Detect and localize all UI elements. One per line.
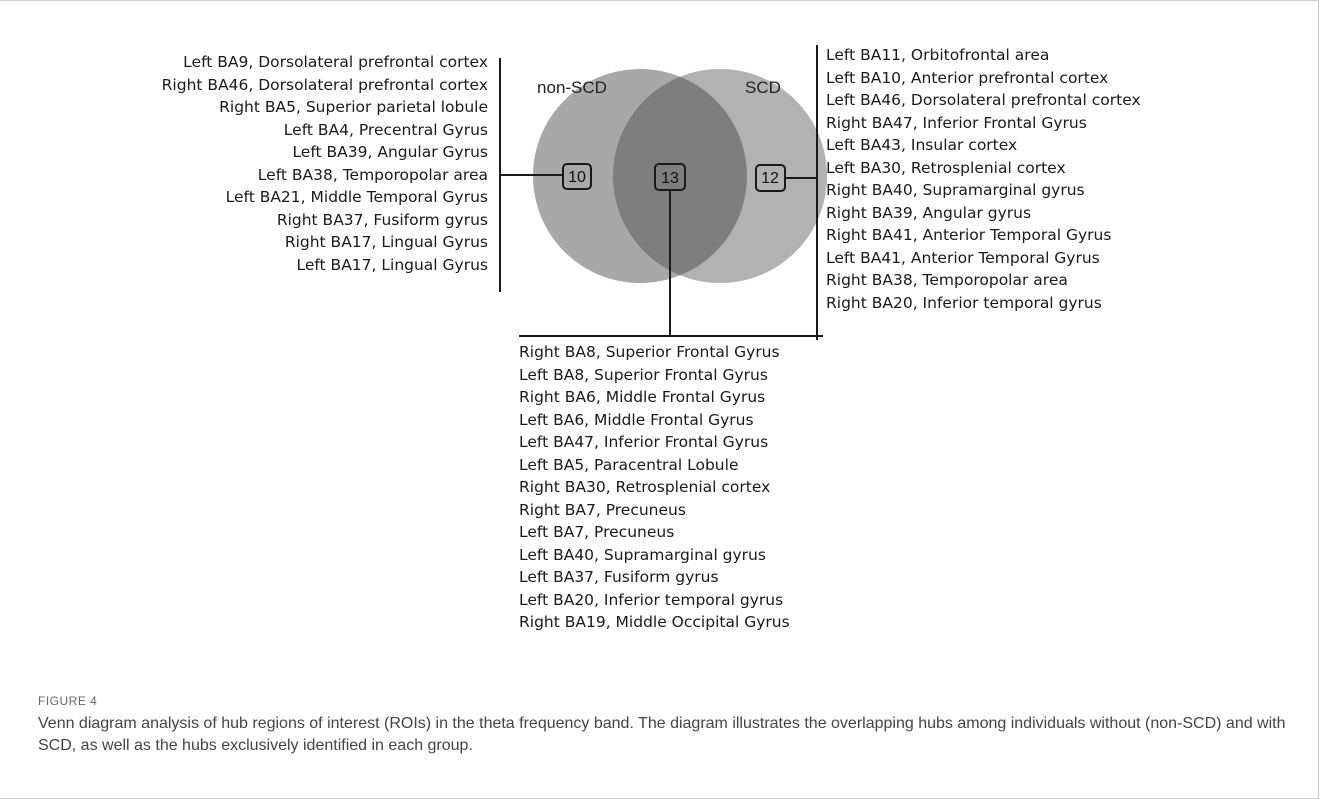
- region-item: Left BA40, Supramarginal gyrus: [519, 545, 766, 564]
- non-scd-only-region-list: [162, 51, 488, 276]
- region-item: Left BA38, Temporopolar area: [257, 165, 488, 184]
- region-item: Right BA39, Angular gyrus: [826, 203, 1032, 222]
- region-item: Left BA47, Inferior Frontal Gyrus: [519, 433, 769, 451]
- region-item: Right BA38, Temporopolar area: [826, 271, 1068, 289]
- region-item: Left BA8, Superior Frontal Gyrus: [519, 365, 768, 384]
- region-item: Right BA41, Anterior Temporal Gyrus: [826, 226, 1112, 244]
- region-item: Left BA17, Lingual Gyrus: [296, 255, 488, 274]
- region-item: Left BA9, Dorsolateral prefrontal cortex: [183, 53, 488, 71]
- count-overlap: 13: [661, 170, 679, 187]
- region-item: Left BA39, Angular Gyrus: [292, 143, 488, 161]
- region-item: Right BA6, Middle Frontal Gyrus: [519, 388, 766, 406]
- region-item: Left BA11, Orbitofrontal area: [826, 46, 1050, 64]
- non-scd-label: non-SCD: [537, 78, 607, 97]
- scd-label: SCD: [745, 78, 781, 97]
- figure-caption: Venn diagram analysis of hub regions of interest (ROIs) in the theta frequency band. The diagram illustrates the overlapping hubs among individuals without (non-SCD) and with SCD, as well as the hubs exclusively identified in each group.: [38, 715, 1286, 754]
- region-item: Right BA46, Dorsolateral prefrontal cortex: [161, 75, 488, 94]
- region-item: Left BA20, Inferior temporal gyrus: [519, 590, 784, 609]
- region-item: Right BA20, Inferior temporal gyrus: [826, 293, 1102, 312]
- figure-label: FIGURE 4: [38, 694, 98, 708]
- region-item: Right BA7, Precuneus: [519, 500, 686, 519]
- region-item: Left BA5, Paracentral Lobule: [519, 455, 739, 474]
- region-item: Right BA19, Middle Occipital Gyrus: [519, 613, 790, 631]
- region-item: Left BA37, Fusiform gyrus: [519, 568, 719, 586]
- region-item: Right BA5, Superior parietal lobule: [219, 98, 488, 116]
- region-item: Left BA30, Retrosplenial cortex: [826, 158, 1066, 177]
- scd-only-region-list: [826, 44, 1141, 314]
- count-left-only: 10: [568, 169, 586, 186]
- region-item: Left BA4, Precentral Gyrus: [283, 120, 488, 139]
- region-item: Right BA30, Retrosplenial cortex: [519, 478, 771, 496]
- region-item: Left BA6, Middle Frontal Gyrus: [519, 410, 754, 429]
- region-item: Left BA43, Insular cortex: [826, 136, 1018, 154]
- region-item: Left BA10, Anterior prefrontal cortex: [826, 68, 1109, 87]
- count-right-only: 12: [761, 170, 779, 187]
- shared-region-list: [519, 341, 790, 634]
- region-item: Right BA8, Superior Frontal Gyrus: [519, 343, 780, 361]
- region-item: Right BA37, Fusiform gyrus: [276, 210, 488, 229]
- region-item: Left BA46, Dorsolateral prefrontal cortex: [826, 91, 1141, 109]
- region-item: Right BA40, Supramarginal gyrus: [826, 181, 1085, 199]
- region-item: Left BA21, Middle Temporal Gyrus: [225, 188, 488, 206]
- region-item: Left BA41, Anterior Temporal Gyrus: [826, 248, 1100, 267]
- region-item: Right BA47, Inferior Frontal Gyrus: [826, 113, 1087, 132]
- region-item: Left BA7, Precuneus: [519, 523, 675, 541]
- region-item: Right BA17, Lingual Gyrus: [284, 233, 488, 251]
